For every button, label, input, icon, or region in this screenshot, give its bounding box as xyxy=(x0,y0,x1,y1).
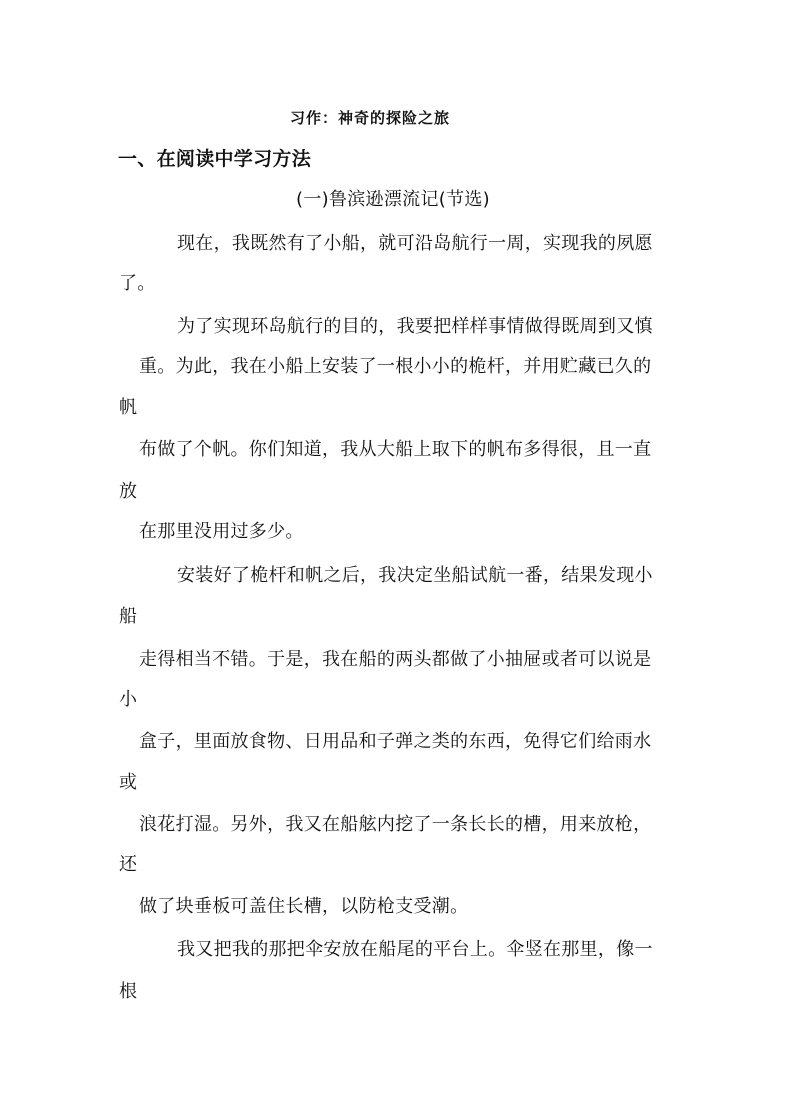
text-line: 为了实现环岛航行的目的，我要把样样事情做得既周到又慎 xyxy=(177,316,653,337)
text-line: 还 xyxy=(119,854,138,875)
text-line: 盒子，里面放食物、日用品和子弹之类的东西，免得它们给雨水 xyxy=(139,731,652,752)
text-line: 或 xyxy=(119,772,138,793)
text-line: 帆 xyxy=(119,397,138,418)
text-line: 放 xyxy=(119,481,138,502)
text-line: 在那里没用过多少。 xyxy=(139,521,304,542)
text-line: 安装好了桅杆和帆之后，我决定坐船试航一番，结果发现小 xyxy=(177,565,653,586)
text-line: 走得相当不错。于是，我在船的两头都做了小抽屉或者可以说是 xyxy=(139,649,652,670)
text-line: 做了块垂板可盖住长槽，以防枪支受潮。 xyxy=(139,896,469,917)
document-title: 习作：神奇的探险之旅 xyxy=(290,109,451,127)
text-line: 现在，我既然有了小船，就可沿岛航行一周，实现我的夙愿 xyxy=(177,233,653,254)
text-line: 我又把我的那把伞安放在船尾的平台上。伞竖在那里，像一 xyxy=(177,939,653,960)
passage-subtitle: (一)鲁滨逊漂流记(节选) xyxy=(296,189,490,210)
text-line: 小 xyxy=(119,689,138,710)
text-line: 根 xyxy=(119,981,138,1002)
text-line: 船 xyxy=(119,606,138,627)
text-line: 重。为此，我在小船上安装了一根小小的桅杆，并用贮藏已久的 xyxy=(139,356,652,377)
text-line: 了。 xyxy=(119,273,156,294)
text-line: 布做了个帆。你们知道，我从大船上取下的帆布多得很，且一直 xyxy=(139,439,652,460)
text-line: 浪花打湿。另外，我又在船舷内挖了一条长长的槽，用来放枪， xyxy=(139,814,652,835)
section-heading: 一、在阅读中学习方法 xyxy=(118,148,312,170)
